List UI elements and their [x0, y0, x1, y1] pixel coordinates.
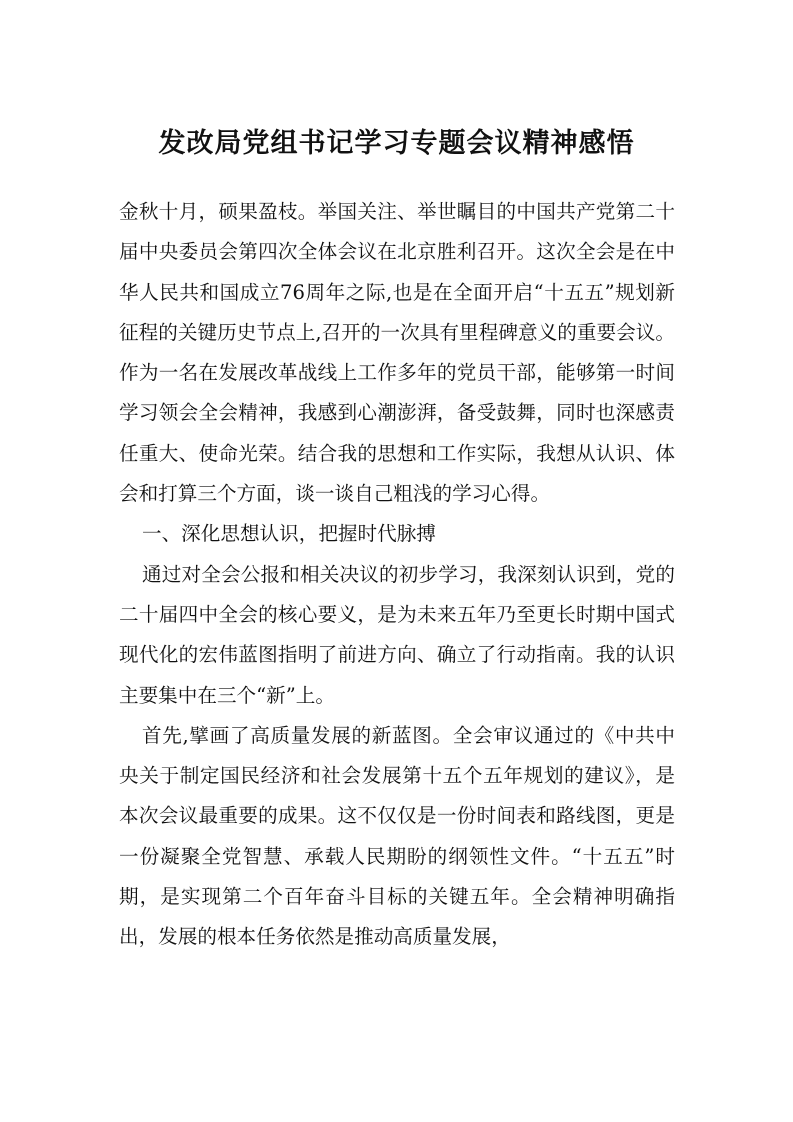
- section-heading-1: 一、深化思想认识，把握时代脉搏: [142, 522, 436, 546]
- body-paragraph: 首先,擘画了高质量发展的新蓝图。全会审议通过的《中共中央关于制定国民经济和社会发展第十五个五年规划的建议》，是本次会议最重要的成果。这不仅仅是一份时间表和路线图，更是一份凝聚全党智慧、承载人民期盼的纲领性文件。“十五五”时期，是实现第二个百年奋斗目标的关键五年。全会精神明确指出，发展的根本任务依然是推动高质量发展，: [119, 723, 675, 949]
- document-body: [119, 192, 675, 958]
- document-title: 发改局党组书记学习专题会议精神感悟: [158, 128, 635, 159]
- body-paragraph: 通过对全会公报和相关决议的初步学习，我深刻认识到，党的二十届四中全会的核心要义，是为未来五年乃至更长时期中国式现代化的宏伟蓝图指明了前进方向、确立了行动指南。我的认识主要集中在三个“新”上。: [119, 562, 675, 707]
- intro-paragraph: 金秋十月，硕果盈枝。举国关注、举世瞩目的中国共产党第二十届中央委员会第四次全体会议在北京胜利召开。这次全会是在中华人民共和国成立76周年之际,也是在全面开启“十五五”规划新征程的关键历史节点上,召开的一次具有里程碑意义的重要会议。作为一名在发展改革战线上工作多年的党员干部，能够第一时间学习领会全会精神，我感到心潮澎湃，备受鼓舞，同时也深感责任重大、使命光荣。结合我的思想和工作实际，我想从认识、体会和打算三个方面，谈一谈自己粗浅的学习心得。: [119, 200, 675, 506]
